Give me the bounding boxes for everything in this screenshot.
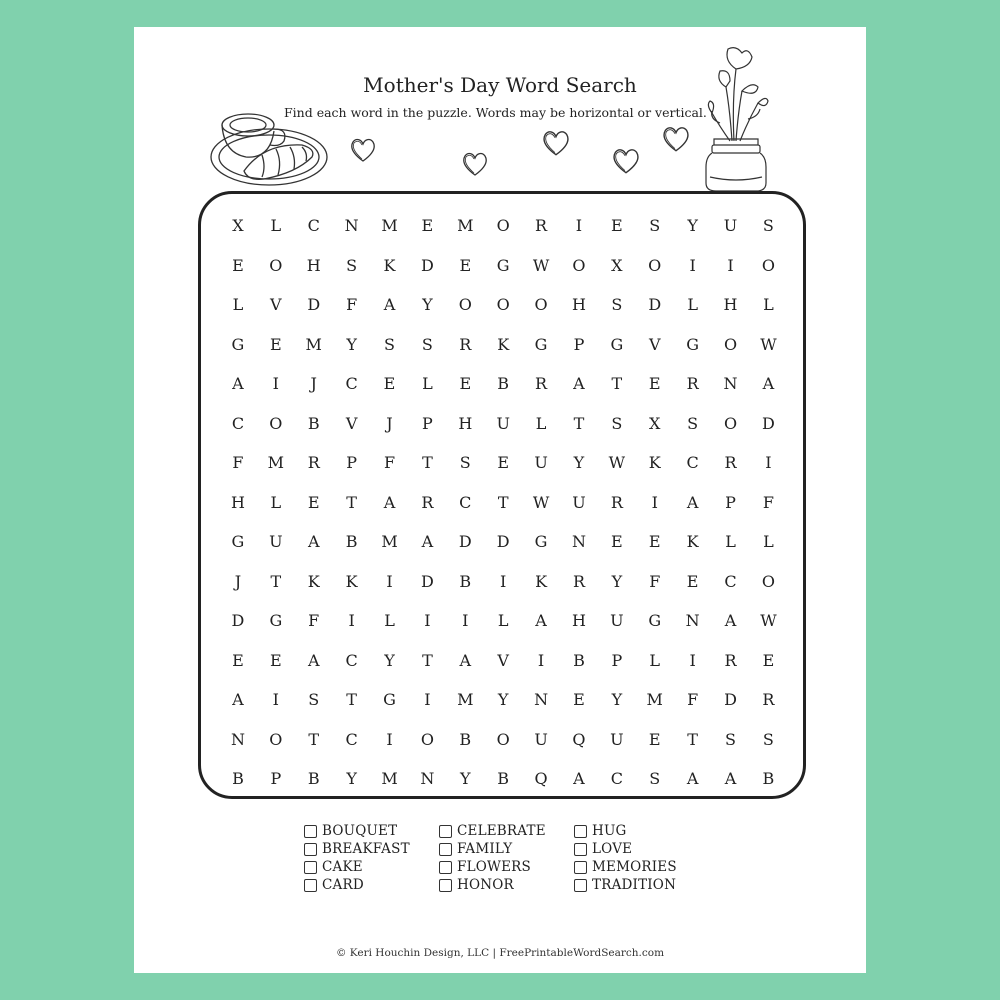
grid-letter: A xyxy=(762,374,775,394)
grid-letter: D xyxy=(420,255,434,275)
grid-letter: W xyxy=(760,611,777,631)
grid-letter: S xyxy=(725,729,736,749)
grid-letter: T xyxy=(308,729,320,749)
grid-letter: E xyxy=(232,255,244,275)
word-label: FAMILY xyxy=(457,841,513,857)
grid-letter: X xyxy=(611,255,623,275)
word-item xyxy=(574,822,704,840)
grid-letter: D xyxy=(648,295,662,315)
grid-letter: S xyxy=(762,216,774,236)
grid-letter: E xyxy=(307,492,320,512)
grid-letter: L xyxy=(649,650,661,670)
grid-letter: D xyxy=(458,532,472,552)
grid-letter: Y xyxy=(611,571,623,591)
grid-letter: Y xyxy=(460,769,471,789)
grid-letter: N xyxy=(571,532,586,552)
grid-letter: B xyxy=(573,650,585,670)
grid-letter: A xyxy=(535,611,547,631)
grid-letter: O xyxy=(723,334,738,354)
grid-letter: I xyxy=(651,492,658,512)
grid-letter: P xyxy=(270,769,282,789)
grid-letter: U xyxy=(610,611,624,631)
grid-letter: V xyxy=(648,334,661,354)
word-item xyxy=(574,858,704,876)
grid-letter: M xyxy=(381,532,398,552)
word-label: BOUQUET xyxy=(322,823,398,839)
grid-letter: T xyxy=(346,690,357,710)
grid-letter: G xyxy=(231,334,245,354)
checkbox[interactable] xyxy=(439,825,452,838)
grid-letter: E xyxy=(459,374,472,394)
grid-letter: U xyxy=(269,532,283,552)
grid-letter: X xyxy=(649,413,661,433)
grid-letter: B xyxy=(345,532,358,552)
grid-letter: A xyxy=(307,532,320,552)
grid-letter: I xyxy=(424,690,431,710)
grid-letter: K xyxy=(686,532,699,552)
word-label: LOVE xyxy=(592,841,633,857)
grid-letter: O xyxy=(496,216,510,236)
grid-letter: M xyxy=(457,216,474,236)
word-item xyxy=(304,822,439,840)
grid-letter: E xyxy=(648,374,661,394)
grid-letter: T xyxy=(422,650,433,670)
grid-letter: C xyxy=(459,492,472,512)
grid-letter: A xyxy=(232,690,244,710)
grid-letter: U xyxy=(534,453,548,473)
grid-letter: F xyxy=(687,690,699,710)
grid-letter: R xyxy=(459,334,472,354)
grid-letter: C xyxy=(686,453,699,473)
grid-letter: G xyxy=(383,690,396,710)
grid-letter: O xyxy=(269,729,283,749)
grid-letter: Y xyxy=(346,334,357,354)
grid-letter: M xyxy=(381,216,398,236)
grid-letter: O xyxy=(269,413,283,433)
grid-letter: O xyxy=(761,255,775,275)
word-list-column-1 xyxy=(304,822,439,894)
grid-letter: G xyxy=(534,334,548,354)
grid-letter: A xyxy=(383,492,396,512)
grid-letter: M xyxy=(646,690,663,710)
word-item xyxy=(574,840,704,858)
grid-letter: Y xyxy=(687,216,698,236)
word-item xyxy=(439,876,574,894)
grid-letter: Y xyxy=(573,453,585,473)
word-item xyxy=(439,822,574,840)
word-item xyxy=(304,840,439,858)
grid-letter: E xyxy=(497,453,510,473)
grid-letter: R xyxy=(762,690,775,710)
grid-letter: S xyxy=(611,295,623,315)
grid-letter: N xyxy=(420,769,435,789)
grid-letter: A xyxy=(383,295,396,315)
grid-letter: G xyxy=(648,611,662,631)
grid-letter: H xyxy=(458,413,473,433)
grid-letter: S xyxy=(384,334,395,354)
grid-letter: R xyxy=(610,492,623,512)
word-label: HUG xyxy=(592,823,627,839)
grid-letter: R xyxy=(724,650,737,670)
grid-letter: Y xyxy=(346,769,357,789)
grid-letter: A xyxy=(573,769,585,789)
grid-letter: B xyxy=(459,729,472,749)
grid-letter: P xyxy=(346,453,357,473)
checkbox[interactable] xyxy=(574,879,587,892)
grid-letter: D xyxy=(762,413,775,433)
grid-letter: E xyxy=(611,216,623,236)
grid-letter: B xyxy=(307,769,320,789)
word-label: CAKE xyxy=(322,859,363,875)
grid-letter: N xyxy=(723,374,738,394)
grid-letter: R xyxy=(686,374,699,394)
grid-letter: O xyxy=(496,729,510,749)
grid-letter: P xyxy=(725,492,736,512)
grid-letter: E xyxy=(762,650,775,670)
grid-letter: J xyxy=(234,571,242,591)
grid-letter: A xyxy=(232,374,244,394)
grid-letter: R xyxy=(421,492,434,512)
grid-letter: H xyxy=(723,295,738,315)
grid-letter: B xyxy=(307,413,320,433)
worksheet xyxy=(134,27,866,973)
checkbox[interactable] xyxy=(439,879,452,892)
grid-letter: Q xyxy=(534,769,548,789)
grid-letter: S xyxy=(649,769,661,789)
grid-letter: J xyxy=(310,374,317,394)
heart-icon xyxy=(610,145,642,177)
grid-letter: F xyxy=(649,571,661,591)
grid-letter: A xyxy=(724,611,737,631)
grid-letter: H xyxy=(306,255,321,275)
word-label: HONOR xyxy=(457,877,514,893)
word-item xyxy=(439,840,574,858)
grid-letter: R xyxy=(307,453,320,473)
grid-letter: Y xyxy=(422,295,433,315)
heart-icon xyxy=(460,149,490,179)
word-list-column-3 xyxy=(574,822,704,894)
grid-letter: I xyxy=(272,690,279,710)
grid-letter: T xyxy=(270,571,282,591)
grid-letter: W xyxy=(532,255,550,275)
grid-letter: S xyxy=(611,413,623,433)
grid-letter: Y xyxy=(384,650,395,670)
grid-letter: V xyxy=(345,413,358,433)
grid-letter: I xyxy=(575,216,583,236)
grid-letter: L xyxy=(725,532,736,552)
grid-letter: G xyxy=(269,611,283,631)
word-item xyxy=(304,858,439,876)
grid-letter: C xyxy=(345,729,358,749)
grid-letter: L xyxy=(384,611,395,631)
grid-letter: E xyxy=(648,729,661,749)
grid-letter: B xyxy=(459,571,472,591)
word-item xyxy=(574,876,704,894)
grid-letter: E xyxy=(383,374,396,394)
heart-icon xyxy=(660,123,692,155)
grid-letter: U xyxy=(572,492,586,512)
grid-letter: B xyxy=(762,769,775,789)
word-label: TRADITION xyxy=(592,877,677,893)
word-label: FLOWERS xyxy=(457,859,531,875)
grid-letter: I xyxy=(727,255,734,275)
checkbox[interactable] xyxy=(304,825,317,838)
grid-letter: I xyxy=(500,571,507,591)
word-label: CELEBRATE xyxy=(457,823,546,839)
grid-letter: R xyxy=(535,216,548,236)
grid-letter: P xyxy=(611,650,623,670)
grid-letter: N xyxy=(344,216,359,236)
checkbox[interactable] xyxy=(574,825,587,838)
checkbox[interactable] xyxy=(574,843,587,856)
grid-letter: W xyxy=(760,334,777,354)
grid-letter: E xyxy=(421,216,434,236)
grid-letter: L xyxy=(763,532,774,552)
grid-letter: S xyxy=(308,690,320,710)
grid-letter: E xyxy=(269,334,282,354)
footer-credit: © Keri Houchin Design, LLC | FreePrintableWordSearch.com xyxy=(335,947,665,959)
grid-letter: T xyxy=(497,492,509,512)
grid-letter: K xyxy=(307,571,320,591)
grid-letter: N xyxy=(534,690,549,710)
grid-letter: M xyxy=(457,690,474,710)
grid-letter: Y xyxy=(497,690,509,710)
grid-letter: R xyxy=(535,374,548,394)
grid-letter: O xyxy=(496,295,510,315)
grid-letter: G xyxy=(610,334,624,354)
word-label: MEMORIES xyxy=(592,859,677,875)
grid-letter: D xyxy=(420,571,434,591)
grid-letter: P xyxy=(422,413,433,433)
grid-letter: D xyxy=(307,295,321,315)
grid-letter: M xyxy=(381,769,398,789)
grid-letter: I xyxy=(765,453,772,473)
grid-letter: L xyxy=(270,492,282,512)
grid-letter: F xyxy=(308,611,320,631)
grid-letter: D xyxy=(496,532,510,552)
grid-letter: N xyxy=(685,611,700,631)
word-item xyxy=(304,876,439,894)
grid-letter: T xyxy=(346,492,357,512)
grid-letter: H xyxy=(571,611,586,631)
grid-letter: Q xyxy=(572,729,586,749)
grid-letter: C xyxy=(724,571,737,591)
word-list-column-2 xyxy=(439,822,574,894)
grid-letter: S xyxy=(687,413,699,433)
grid-letter: G xyxy=(686,334,700,354)
grid-letter: L xyxy=(687,295,698,315)
grid-letter: I xyxy=(386,571,393,591)
grid-letter: P xyxy=(573,334,585,354)
grid-letter: A xyxy=(573,374,585,394)
flower-jar-illustration xyxy=(702,41,772,193)
word-item xyxy=(439,858,574,876)
checkbox[interactable] xyxy=(304,879,317,892)
grid-letter: B xyxy=(497,769,510,789)
grid-letter: H xyxy=(571,295,586,315)
grid-letter: U xyxy=(723,216,738,236)
grid-letter: E xyxy=(686,571,699,591)
word-list xyxy=(304,822,704,894)
grid-letter: K xyxy=(535,571,548,591)
grid-letter: L xyxy=(497,611,509,631)
grid-letter: E xyxy=(648,532,661,552)
grid-letter: O xyxy=(723,413,738,433)
grid-letter: G xyxy=(534,532,548,552)
heart-icon xyxy=(540,127,572,159)
grid-letter: S xyxy=(459,453,471,473)
grid-letter: H xyxy=(230,492,245,512)
grid-letter: C xyxy=(231,413,245,433)
grid-letter: D xyxy=(231,611,245,631)
puzzle-box xyxy=(198,191,806,799)
grid-letter: W xyxy=(608,453,626,473)
grid-letter: I xyxy=(689,255,696,275)
grid-letter: L xyxy=(535,413,547,433)
grid-letter: C xyxy=(610,769,623,789)
checkbox[interactable] xyxy=(304,843,317,856)
word-label: CARD xyxy=(322,877,364,893)
grid-letter: T xyxy=(573,413,585,433)
grid-letter: D xyxy=(724,690,737,710)
grid-letter: R xyxy=(572,571,585,591)
checkbox[interactable] xyxy=(439,861,452,874)
grid-letter: F xyxy=(232,453,244,473)
letter-grid xyxy=(219,206,787,799)
grid-letter: U xyxy=(534,729,548,749)
grid-letter: S xyxy=(762,729,774,749)
grid-letter: B xyxy=(497,374,510,394)
grid-letter: O xyxy=(761,571,775,591)
grid-letter: E xyxy=(611,532,623,552)
grid-letter: E xyxy=(459,255,472,275)
grid-letter: I xyxy=(689,650,696,670)
grid-letter: U xyxy=(496,413,510,433)
grid-letter: O xyxy=(648,255,662,275)
grid-letter: U xyxy=(610,729,624,749)
checkbox[interactable] xyxy=(304,861,317,874)
heart-icon xyxy=(348,135,378,165)
grid-letter: O xyxy=(269,255,283,275)
grid-letter: K xyxy=(345,571,358,591)
grid-letter: I xyxy=(386,729,393,749)
word-label: BREAKFAST xyxy=(322,841,410,857)
grid-letter: I xyxy=(537,650,545,670)
grid-letter: F xyxy=(762,492,774,512)
grid-letter: C xyxy=(345,374,358,394)
grid-letter: S xyxy=(649,216,661,236)
grid-letter: K xyxy=(497,334,510,354)
grid-letter: G xyxy=(496,255,510,275)
grid-letter: E xyxy=(232,650,244,670)
grid-letter: T xyxy=(687,729,698,749)
grid-letter: T xyxy=(611,374,623,394)
grid-letter: A xyxy=(307,650,320,670)
grid-letter: T xyxy=(422,453,433,473)
page-title: Mother's Day Word Search xyxy=(363,73,637,97)
grid-letter: A xyxy=(459,650,472,670)
grid-letter: A xyxy=(686,769,699,789)
grid-letter: S xyxy=(346,255,358,275)
grid-letter: E xyxy=(269,650,282,670)
grid-letter: L xyxy=(422,374,433,394)
checkbox[interactable] xyxy=(439,843,452,856)
grid-letter: I xyxy=(424,611,431,631)
grid-letter: C xyxy=(345,650,358,670)
grid-letter: I xyxy=(348,611,355,631)
grid-letter: X xyxy=(232,216,244,236)
grid-letter: V xyxy=(497,650,509,670)
grid-letter: I xyxy=(462,611,469,631)
grid-letter: K xyxy=(383,255,396,275)
grid-letter: O xyxy=(534,295,548,315)
grid-letter: B xyxy=(232,769,244,789)
grid-letter: Y xyxy=(611,690,623,710)
grid-letter: F xyxy=(346,295,358,315)
grid-letter: L xyxy=(232,295,244,315)
grid-letter: C xyxy=(307,216,320,236)
grid-letter: A xyxy=(686,492,699,512)
grid-letter: O xyxy=(420,729,434,749)
grid-letter: R xyxy=(724,453,737,473)
grid-letter: V xyxy=(270,295,282,315)
checkbox[interactable] xyxy=(574,861,587,874)
grid-letter: S xyxy=(421,334,433,354)
grid-letter: I xyxy=(272,374,279,394)
grid-letter: G xyxy=(231,532,245,552)
grid-letter: W xyxy=(532,492,550,512)
instructions: Find each word in the puzzle. Words may be horizontal or vertical. xyxy=(284,105,707,120)
grid-letter: A xyxy=(421,532,434,552)
grid-letter: E xyxy=(573,690,585,710)
grid-letter: N xyxy=(230,729,245,749)
grid-letter: M xyxy=(305,334,322,354)
grid-letter: O xyxy=(458,295,472,315)
grid-letter: L xyxy=(270,216,282,236)
grid-letter: M xyxy=(267,453,285,473)
grid-letter: J xyxy=(386,413,393,433)
grid-letter: A xyxy=(724,769,737,789)
grid-letter: F xyxy=(383,453,396,473)
grid-letter: K xyxy=(648,453,661,473)
grid-letter: O xyxy=(572,255,586,275)
grid-letter: L xyxy=(763,295,774,315)
